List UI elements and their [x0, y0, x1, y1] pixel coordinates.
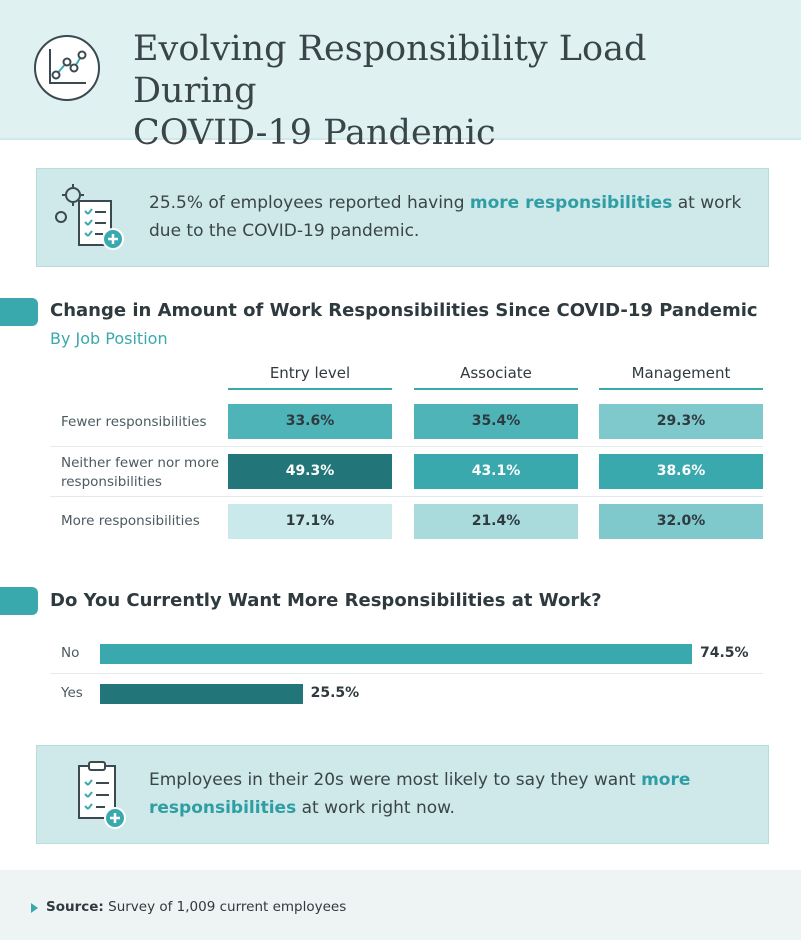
callout-insight: [36, 745, 769, 844]
page-title: [133, 28, 773, 154]
source-text: Survey of 1,009 current employees: [103, 899, 347, 915]
section-title-want-more: Do You Currently Want More Responsibilities at Work?: [50, 590, 602, 611]
triangle-bullet-icon: [31, 903, 38, 913]
table-cell: 17.1%: [228, 504, 392, 539]
callout-stat-text-after: at work due to the COVID-19 pandemic.: [149, 193, 742, 241]
page-title-line1: Evolving Responsibility Load During: [133, 29, 647, 111]
bar-value-label: 25.5%: [310, 685, 360, 701]
column-header: Associate: [414, 364, 578, 390]
row-label: Neither fewer nor more responsibilities: [61, 455, 220, 490]
table-cell: 49.3%: [228, 454, 392, 489]
section-marker: [0, 587, 38, 615]
callout-stat-highlight: more responsibilities: [469, 193, 673, 213]
table-cell: 35.4%: [414, 404, 578, 439]
table-cell: 21.4%: [414, 504, 578, 539]
row-divider: [50, 673, 763, 674]
source-label: Source:: [46, 899, 104, 915]
bar: [100, 644, 692, 664]
callout-stat-text-before: 25.5% of employees reported having: [149, 193, 470, 213]
table-cell: 38.6%: [599, 454, 763, 489]
footer: [0, 870, 801, 940]
row-label: More responsibilities: [61, 513, 200, 529]
bar: [100, 684, 303, 704]
header-banner: [0, 0, 801, 153]
table-cell: 33.6%: [228, 404, 392, 439]
bar-category-label: Yes: [61, 685, 83, 701]
page-title-line2: COVID-19 Pandemic: [133, 113, 496, 153]
section-title-change: Change in Amount of Work Responsibilities Since COVID-19 Pandemic: [50, 300, 758, 321]
row-divider: [50, 496, 763, 497]
virus-checklist-icon: [51, 183, 131, 253]
callout-stat: [36, 168, 769, 267]
bar-value-label: 74.5%: [700, 645, 749, 661]
callout-insight-text-after: at work right now.: [296, 798, 455, 818]
table-cell: 32.0%: [599, 504, 763, 539]
table-cell: 29.3%: [599, 404, 763, 439]
row-divider: [50, 446, 763, 447]
table-cell: 43.1%: [414, 454, 578, 489]
clipboard-checklist-icon: [51, 760, 131, 830]
row-label: Fewer responsibilities: [61, 414, 207, 430]
column-header: Entry level: [228, 364, 392, 390]
callout-insight-text: [149, 766, 709, 822]
column-header: Management: [599, 364, 763, 390]
section-marker: [0, 298, 38, 326]
callout-insight-highlight: more responsibilities: [149, 770, 691, 818]
callout-stat-text: [149, 189, 749, 245]
bar-category-label: No: [61, 645, 80, 661]
section-subtitle-position: By Job Position: [50, 329, 168, 348]
line-chart-icon: [34, 35, 100, 101]
callout-insight-text-before: Employees in their 20s were most likely to say they want: [149, 770, 642, 790]
source-note: [46, 899, 346, 915]
